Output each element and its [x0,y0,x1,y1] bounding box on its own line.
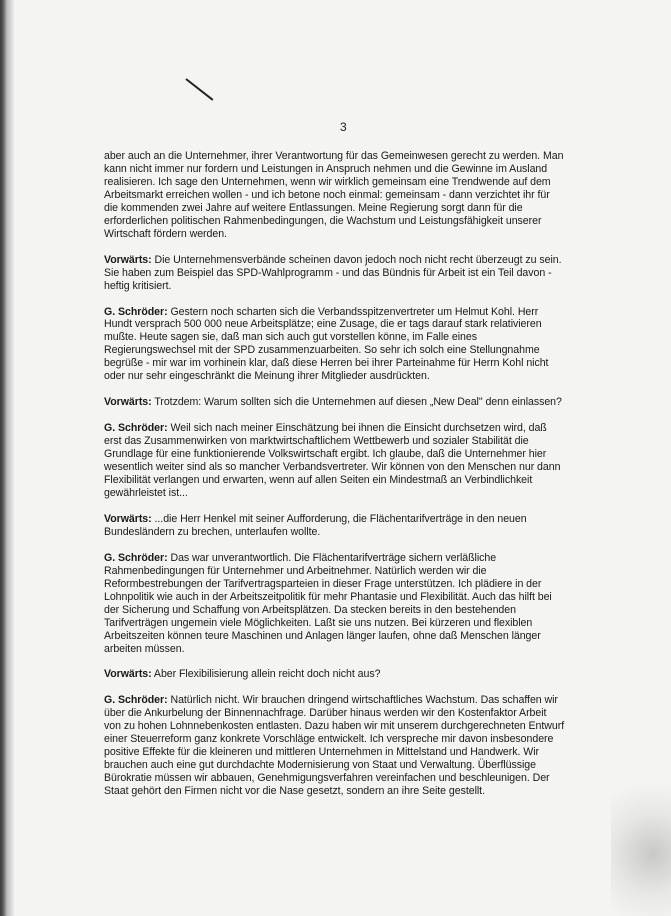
document-body [104,150,566,811]
paragraph [104,150,566,241]
speaker-label: Vorwärts: [104,668,152,681]
speaker-label: Vorwärts: [104,396,152,409]
speaker-label: G. Schröder: [104,305,168,318]
paragraph-text: Das war unverantwortlich. Die Flächentarifverträge sichern verläßliche Rahmenbedingungen für Unternehmer und Arbeitnehmer. Natürlich werden wir die Reformbestrebungen der Tarifvertragsparteien in dieser Frage unterstützen. Ich plädiere in der Lohnpolitik wie auch in der Arbeitszeitpolitik für mehr Phantasie und Flexibilität. Auch das hilft bei der Sicherung und Schaffung von Arbeitsplätzen. Da stecken bereits in den bestehenden Tarifverträgen ungemein viele Möglichkeiten. Laßt sie uns nutzen. Bei kürzeren und flexiblen Arbeitszeiten können teure Maschinen und Anlagen länger laufen, ohne daß Menschen länger arbeiten müssen. [104,551,552,655]
paragraph-text: Aber Flexibilisierung allein reicht doch nicht aus? [151,668,381,681]
speaker-label: Vorwärts: [104,253,152,266]
paragraph [104,254,566,293]
scan-edge [0,0,14,916]
paragraph [104,668,566,681]
scan-noise [611,760,671,916]
paragraph-text: ...die Herr Henkel mit seiner Aufforderung, die Flächentarifverträge in den neuen Bundesländern zu brechen, unterlaufen wollte. [104,512,527,538]
speaker-label: Vorwärts: [104,512,152,525]
page-number: 3 [340,120,347,134]
paragraph-text: Gestern noch scharten sich die Verbandsspitzenvertreter um Helmut Kohl. Herr Hundt versprach 500 000 neue Arbeitsplätze; eine Zusage, die er tags darauf stark relativieren mußte. Heute sagen sie, daß man sich auch gut vorstellen könne, im Falle eines Regierungswechsel mit der SPD zusammenzuarbeiten. So sehr ich solch eine Stellungnahme begrüße - mir war im vorhinein klar, daß diese Herren bei ihrer Parteinahme für Herrn Kohl nicht oder nur sehr eingeschränkt die Meinung ihrer Mitglieder ausdrückten. [104,305,549,383]
speaker-label: G. Schröder: [104,694,168,707]
paragraph [104,422,566,500]
paragraph [104,396,566,409]
paragraph [104,552,566,656]
paragraph-text: Natürlich nicht. Wir brauchen dringend wirtschaftliches Wachstum. Das schaffen wir über die Ankurbelung der Binnennachfrage. Darüber hinaus werden wir den Kostenfaktor Arbeit von zu hohen Lohnnebenkosten entlasten. Dazu haben wir mit unserem durchgerechneten Entwurf einer Steuerreform ganz konkrete Vorschläge entwickelt. Ich verspreche mir davon insbesondere positive Effekte für die kleineren und mittleren Unternehmen in Mittelstand und Handwerk. Wir brauchen auch eine gut durchdachte Modernisierung von Staat und Verwaltung. Überflüssige Bürokratie müssen wir abbauen, Genehmigungsverfahren vereinfachen und beschleunigen. Der Staat gehört den Firmen nicht vor die Nase gesetzt, sondern an ihre Seite gestellt. [104,694,565,798]
pen-stroke [185,78,213,101]
paragraph-text: aber auch an die Unternehmer, ihrer Verantwortung für das Gemeinwesen gerecht zu werden. Man kann nicht immer nur fordern und Leistungen in Anspruch nehmen und die Gewinne im Ausland realisieren. Ich sage den Unternehmen, wenn wir wirklich gemeinsam eine Trendwende auf dem Arbeitsmarkt erreichen wollen - und ich betone noch einmal: gemeinsam - dann verzichtet ihr für die kommenden zwei Jahre auf weitere Entlassungen. Meine Regierung sorgt dann für die erforderlichen politischen Rahmenbedingungen, die Wachstum und Leistungsfähigkeit unserer Wirtschaft fördern werden. [104,150,564,240]
paragraph [104,513,566,539]
paragraph-text: Die Unternehmensverbände scheinen davon jedoch noch nicht recht überzeugt zu sein. Sie haben zum Beispiel das SPD-Wahlprogramm - und das Bündnis für Arbeit ist ein Teil davon - heftig kritisiert. [104,253,562,292]
speaker-label: G. Schröder: [104,551,168,564]
paragraph-text: Trotzdem: Warum sollten sich die Unternehmen auf diesen „New Deal" denn einlassen? [151,396,562,409]
paragraph-text: Weil sich nach meiner Einschätzung bei ihnen die Einsicht durchsetzen wird, daß erst das Zusammenwirken von marktwirtschaftlichem Wettbewerb und sozialer Stabilität die Grundlage für eine funktionierende Volkswirtschaft ergibt. Ich glaube, daß die Unternehmer hier wesentlich weiter sind als so mancher Verbandsvertreter. Wir können von den Menschen nur dann Flexibilität verlangen und erwarten, wenn auf allen Seiten ein Mindestmaß an Verbindlichkeit gewährleistet ist... [104,422,561,499]
paragraph [104,306,566,384]
paragraph [104,694,566,798]
speaker-label: G. Schröder: [104,422,168,435]
